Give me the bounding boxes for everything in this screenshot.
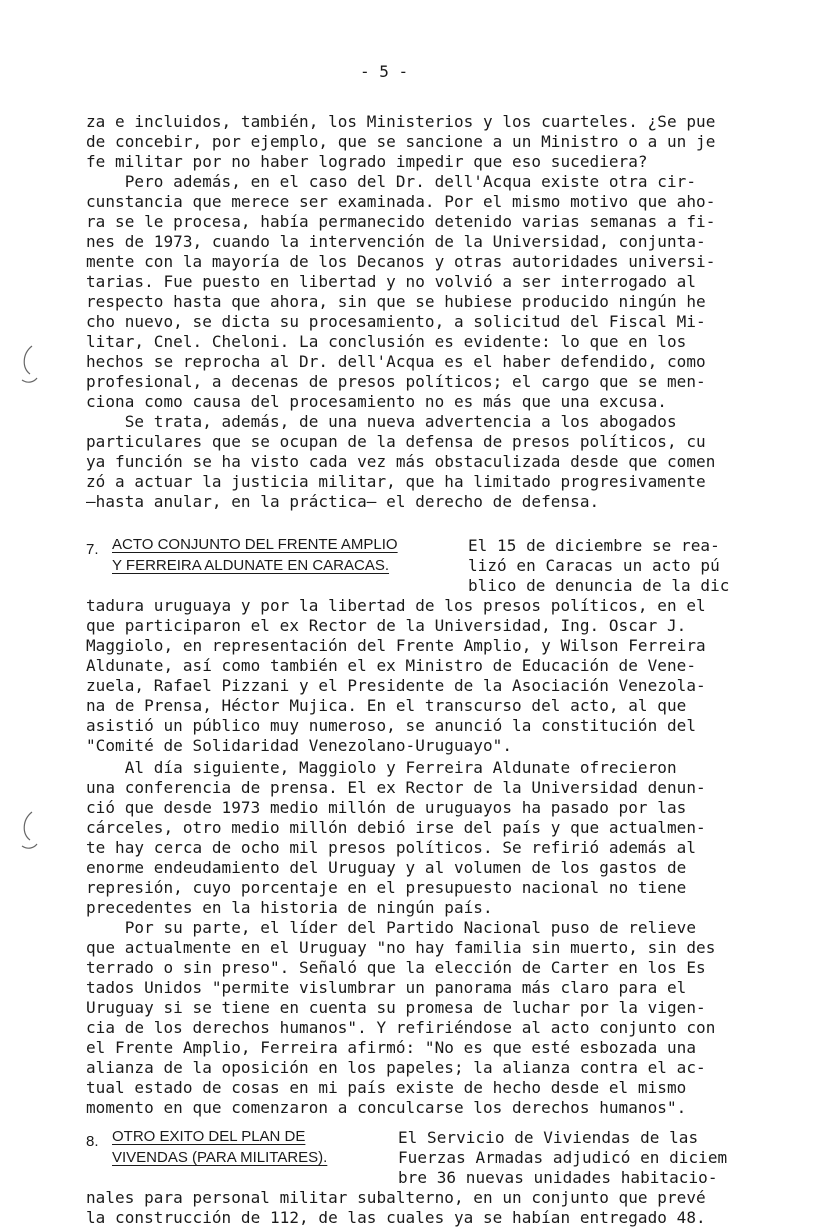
page-number: - 5 - [360,62,409,81]
text-line: —hasta anular, en la práctica— el derecho de defensa. [86,492,600,511]
text-line: Uruguay si se tiene en cuenta su promesa de luchar por la vigen- [86,998,706,1017]
text-line: asistió un público muy numeroso, se anunció la constitución del [86,716,697,735]
section-8-side-text: bre 36 nuevas unidades habitacio- [398,1168,718,1187]
text-line: ció que desde 1973 medio millón de uruguayos ha pasado por las [86,798,687,817]
text-line: "Comité de Solidaridad Venezolano-Uruguayo". [86,736,513,755]
text-line: Pero además, en el caso del Dr. dell'Acqua existe otra cir- [86,172,697,191]
text-line: Maggiolo, en representación del Frente Amplio, y Wilson Ferreira [86,636,706,655]
text-line: te hay cerca de ocho mil presos políticos. Se refirió además al [86,838,697,857]
text-line: Por su parte, el líder del Partido Nacional puso de relieve [86,918,697,937]
section-8-side-text: El Servicio de Viviendas de las [398,1128,699,1147]
punch-hole-mark [20,810,38,850]
text-line: litar, Cnel. Cheloni. La conclusión es evidente: lo que en los [86,332,687,351]
text-line: mente con la mayoría de los Decanos y otras autoridades universi- [86,252,716,271]
text-line: cunstancia que merece ser examinada. Por el mismo motivo que aho- [86,192,716,211]
text-line: ya función se ha visto cada vez más obstaculizada desde que comen [86,452,716,471]
text-line: que actualmente en el Uruguay "no hay familia sin muerto, sin des [86,938,716,957]
text-line: una conferencia de prensa. El ex Rector de la Universidad denun- [86,778,706,797]
text-line: cia de los derechos humanos". Y refiriéndose al acto conjunto con [86,1018,716,1037]
text-line: ra se le procesa, había permanecido detenido varias semanas a fi- [86,212,716,231]
text-line: zó a actuar la justicia militar, que ha limitado progresivamente [86,472,706,491]
text-line: zuela, Rafael Pizzani y el Presidente de la Asociación Venezola- [86,676,706,695]
text-line: particulares que se ocupan de la defensa de presos políticos, cu [86,432,706,451]
text-line: Aldunate, así como también el ex Ministro de Educación de Vene- [86,656,697,675]
section-8-heading: OTRO EXITO DEL PLAN DE [112,1128,306,1145]
text-line: terrado o sin preso". Señaló que la elección de Carter en los Es [86,958,706,977]
text-line: represión, cuyo porcentaje en el presupuesto nacional no tiene [86,878,687,897]
section-7-number: 7. [86,541,99,558]
text-line: za e incluidos, también, los Ministerios y los cuarteles. ¿Se pue [86,112,716,131]
section-7-side-text: blico de denuncia de la dic [468,576,730,595]
section-7-heading: ACTO CONJUNTO DEL FRENTE AMPLIO [112,536,398,553]
text-line: nales para personal militar subalterno, en un conjunto que prevé [86,1188,706,1207]
text-line: alianza de la oposición en los papeles; la alianza contra el ac- [86,1058,706,1077]
section-7-side-text: El 15 de diciembre se rea- [468,536,720,555]
text-line: respecto hasta que ahora, sin que se hubiese producido ningún he [86,292,706,311]
text-line: na de Prensa, Héctor Mujica. En el transcurso del acto, al que [86,696,687,715]
text-line: enorme endeudamiento del Uruguay y al volumen de los gastos de [86,858,687,877]
text-line: nes de 1973, cuando la intervención de la Universidad, conjunta- [86,232,706,251]
text-line: cárceles, otro medio millón debió irse del país y que actualmen- [86,818,706,837]
section-8-heading: VIVENDAS (PARA MILITARES). [112,1149,328,1166]
text-line: cho nuevo, se dicta su procesamiento, a solicitud del Fiscal Mi- [86,312,706,331]
text-line: de concebir, por ejemplo, que se sancione a un Ministro o a un je [86,132,716,151]
text-line: tados Unidos "permite vislumbrar un panorama más claro para el [86,978,687,997]
text-line: ciona como causa del procesamiento no es más que una excusa. [86,392,667,411]
section-7-heading: Y FERREIRA ALDUNATE EN CARACAS. [112,557,390,574]
section-8-side-text: Fuerzas Armadas adjudicó en diciem [398,1148,728,1167]
text-line: tual estado de cosas en mi país existe de hecho desde el mismo [86,1078,687,1097]
section-8-number: 8. [86,1133,99,1150]
text-line: tadura uruguaya y por la libertad de los presos políticos, en el [86,596,706,615]
text-line: fe militar por no haber logrado impedir que eso sucediera? [86,152,648,171]
text-line: la construcción de 112, de las cuales ya se habían entregado 48. [86,1208,706,1227]
text-line: el Frente Amplio, Ferreira afirmó: "No es que esté esbozada una [86,1038,697,1057]
text-line: hechos se reprocha al Dr. dell'Acqua es el haber defendido, como [86,352,706,371]
text-line: tarias. Fue puesto en libertad y no volvió a ser interrogado al [86,272,697,291]
text-line: que participaron el ex Rector de la Universidad, Ing. Oscar J. [86,616,687,635]
text-line: precedentes en la historia de ningún país. [86,898,493,917]
text-line: profesional, a decenas de presos políticos; el cargo que se men- [86,372,706,391]
text-line: Al día siguiente, Maggiolo y Ferreira Aldunate ofrecieron [86,758,677,777]
text-line: Se trata, además, de una nueva advertencia a los abogados [86,412,677,431]
section-7-side-text: lizó en Caracas un acto pú [468,556,720,575]
punch-hole-mark [20,344,38,384]
text-line: momento en que comenzaron a conculcarse los derechos humanos". [86,1098,687,1117]
